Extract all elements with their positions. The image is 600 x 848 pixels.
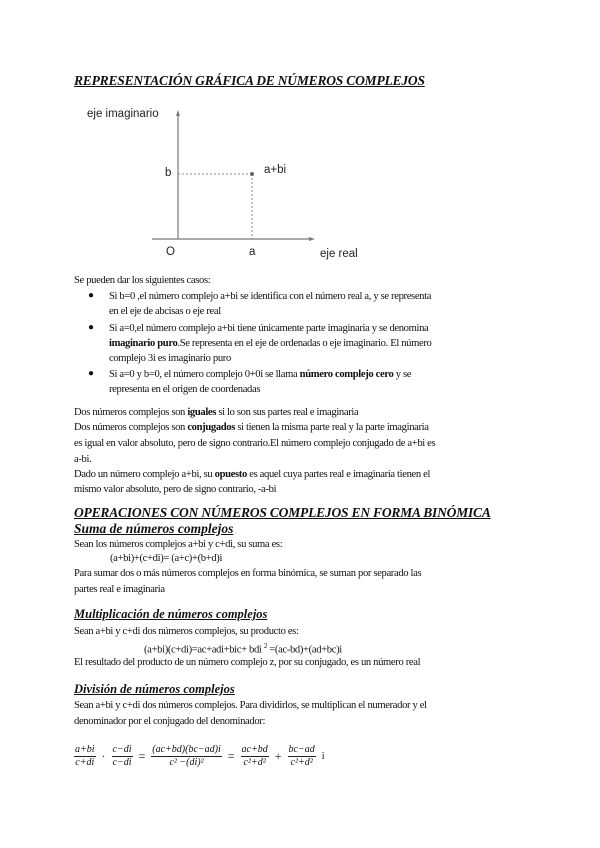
cases-intro: Se pueden dar los siguientes casos:: [74, 275, 211, 286]
y-axis-label: eje imaginario: [87, 108, 159, 120]
bullet-icon: ●: [88, 368, 95, 379]
term-imaginario-puro: imaginario puro: [109, 338, 178, 349]
point-marker: [250, 172, 254, 176]
case-2-line1: Si a=0,el número complejo a+bi tiene únicamente parte imaginaria y se denomina: [109, 323, 429, 334]
fraction: $\frac{ac+bd}{\text{c²+d²}}$: [241, 743, 268, 768]
multiplication-formula: (a+bi)(c+di)=ac+adi+bic+ bdi $^2$ =(ac-bd)+(ad+bc)i: [144, 642, 342, 656]
bullet-icon: ●: [88, 290, 95, 301]
case-2-line2: imaginario puro.Se representa en el eje de ordenadas o eje imaginario. El número: [109, 338, 432, 349]
complex-plane-diagram: [0, 0, 600, 280]
case-2-line3: complejo 3i es imaginario puro: [109, 353, 231, 364]
page-title: REPRESENTACIÓN GRÁFICA DE NÚMEROS COMPLEJOS: [74, 73, 425, 88]
division-line2: denominador por el conjugado del denominador:: [74, 716, 266, 727]
complex-plane-axes: [0, 0, 600, 280]
division-formula: $\frac{a+bi}{c+di}$ · $\frac{c-di}{c-di}$ = $\frac{(ac+bd)(bc-ad)i}{\text{c² −(di)²}}$ = $\frac{ac+bd}{\text{c²+d²}}$ + $\frac{bc-ad}{\text{c²+d²}}$ i: [75, 743, 325, 768]
division-line1: Sean a+bi y c+di dos números complejos. Para dividirlos, se multiplican el numerador y el: [74, 700, 427, 711]
multiplication-line2: El resultado del producto de un número complejo z, por su conjugado, es un número real: [74, 657, 421, 668]
bullet-icon: ●: [88, 322, 95, 333]
case-1-line2: en el eje de abcisas o eje real: [109, 306, 221, 317]
opposite-line2: mismo valor absoluto, pero de signo contrario, -a-bi: [74, 484, 277, 495]
point-label: a+bi: [264, 164, 287, 176]
case-3-line1: Si a=0 y b=0, el número complejo 0+0i se llama número complejo cero y se: [109, 369, 412, 380]
a-label: a: [249, 246, 256, 258]
multiplication-line1: Sean a+bi y c+di dos números complejos, su producto es:: [74, 626, 299, 637]
conjugate-line3: a-bi.: [74, 454, 92, 465]
term-conjugados: conjugados: [187, 422, 236, 433]
conjugate-definition: Dos números complejos son conjugados si tienen la misma parte real y la parte imaginaria: [74, 422, 429, 433]
multiplication-title: Multiplicación de números complejos: [74, 607, 268, 621]
sum-formula: (a+bi)+(c+di)= (a+c)+(b+d)i: [110, 553, 223, 564]
x-axis-label: eje real: [320, 248, 358, 260]
sum-line1: Sean los números complejos a+bi y c+di, su suma es:: [74, 539, 283, 550]
operations-title: OPERACIONES CON NÚMEROS COMPLEJOS EN FORMA BINÓMICA: [74, 505, 491, 520]
sum-line3: partes real e imaginaria: [74, 584, 165, 595]
case-3-line2: representa en el origen de coordenadas: [109, 384, 261, 395]
case-1-line1: Si b=0 ,el número complejo a+bi se identifica con el número real a, y se representa: [109, 291, 432, 302]
fraction: $\frac{bc-ad}{\text{c²+d²}}$: [288, 743, 315, 768]
division-title: División de números complejos: [74, 682, 235, 696]
fraction: $\frac{(ac+bd)(bc-ad)i}{\text{c² −(di)²}}$: [152, 743, 221, 768]
origin-label: O: [166, 246, 175, 258]
fraction: $\frac{c-di}{c-di}$: [112, 743, 132, 768]
term-opuesto: opuesto: [214, 469, 247, 480]
term-numero-complejo-cero: número complejo cero: [299, 369, 394, 380]
sum-title: Suma de números complejos: [74, 521, 234, 536]
sum-line2: Para sumar dos o más números complejos en forma binómica, se suman por separado las: [74, 568, 422, 579]
fraction: $\frac{a+bi}{c+di}$: [75, 743, 95, 768]
opposite-definition: Dado un número complejo a+bi, su opuesto es aquel cuya partes real e imaginaria tienen el: [74, 469, 431, 480]
equal-definition: Dos números complejos son iguales si lo son sus partes real e imaginaria: [74, 407, 359, 418]
b-label: b: [165, 167, 172, 179]
conjugate-line2: es igual en valor absoluto, pero de signo contrario.El número complejo conjugado de a+bi es: [74, 438, 436, 449]
term-iguales: iguales: [187, 407, 217, 418]
